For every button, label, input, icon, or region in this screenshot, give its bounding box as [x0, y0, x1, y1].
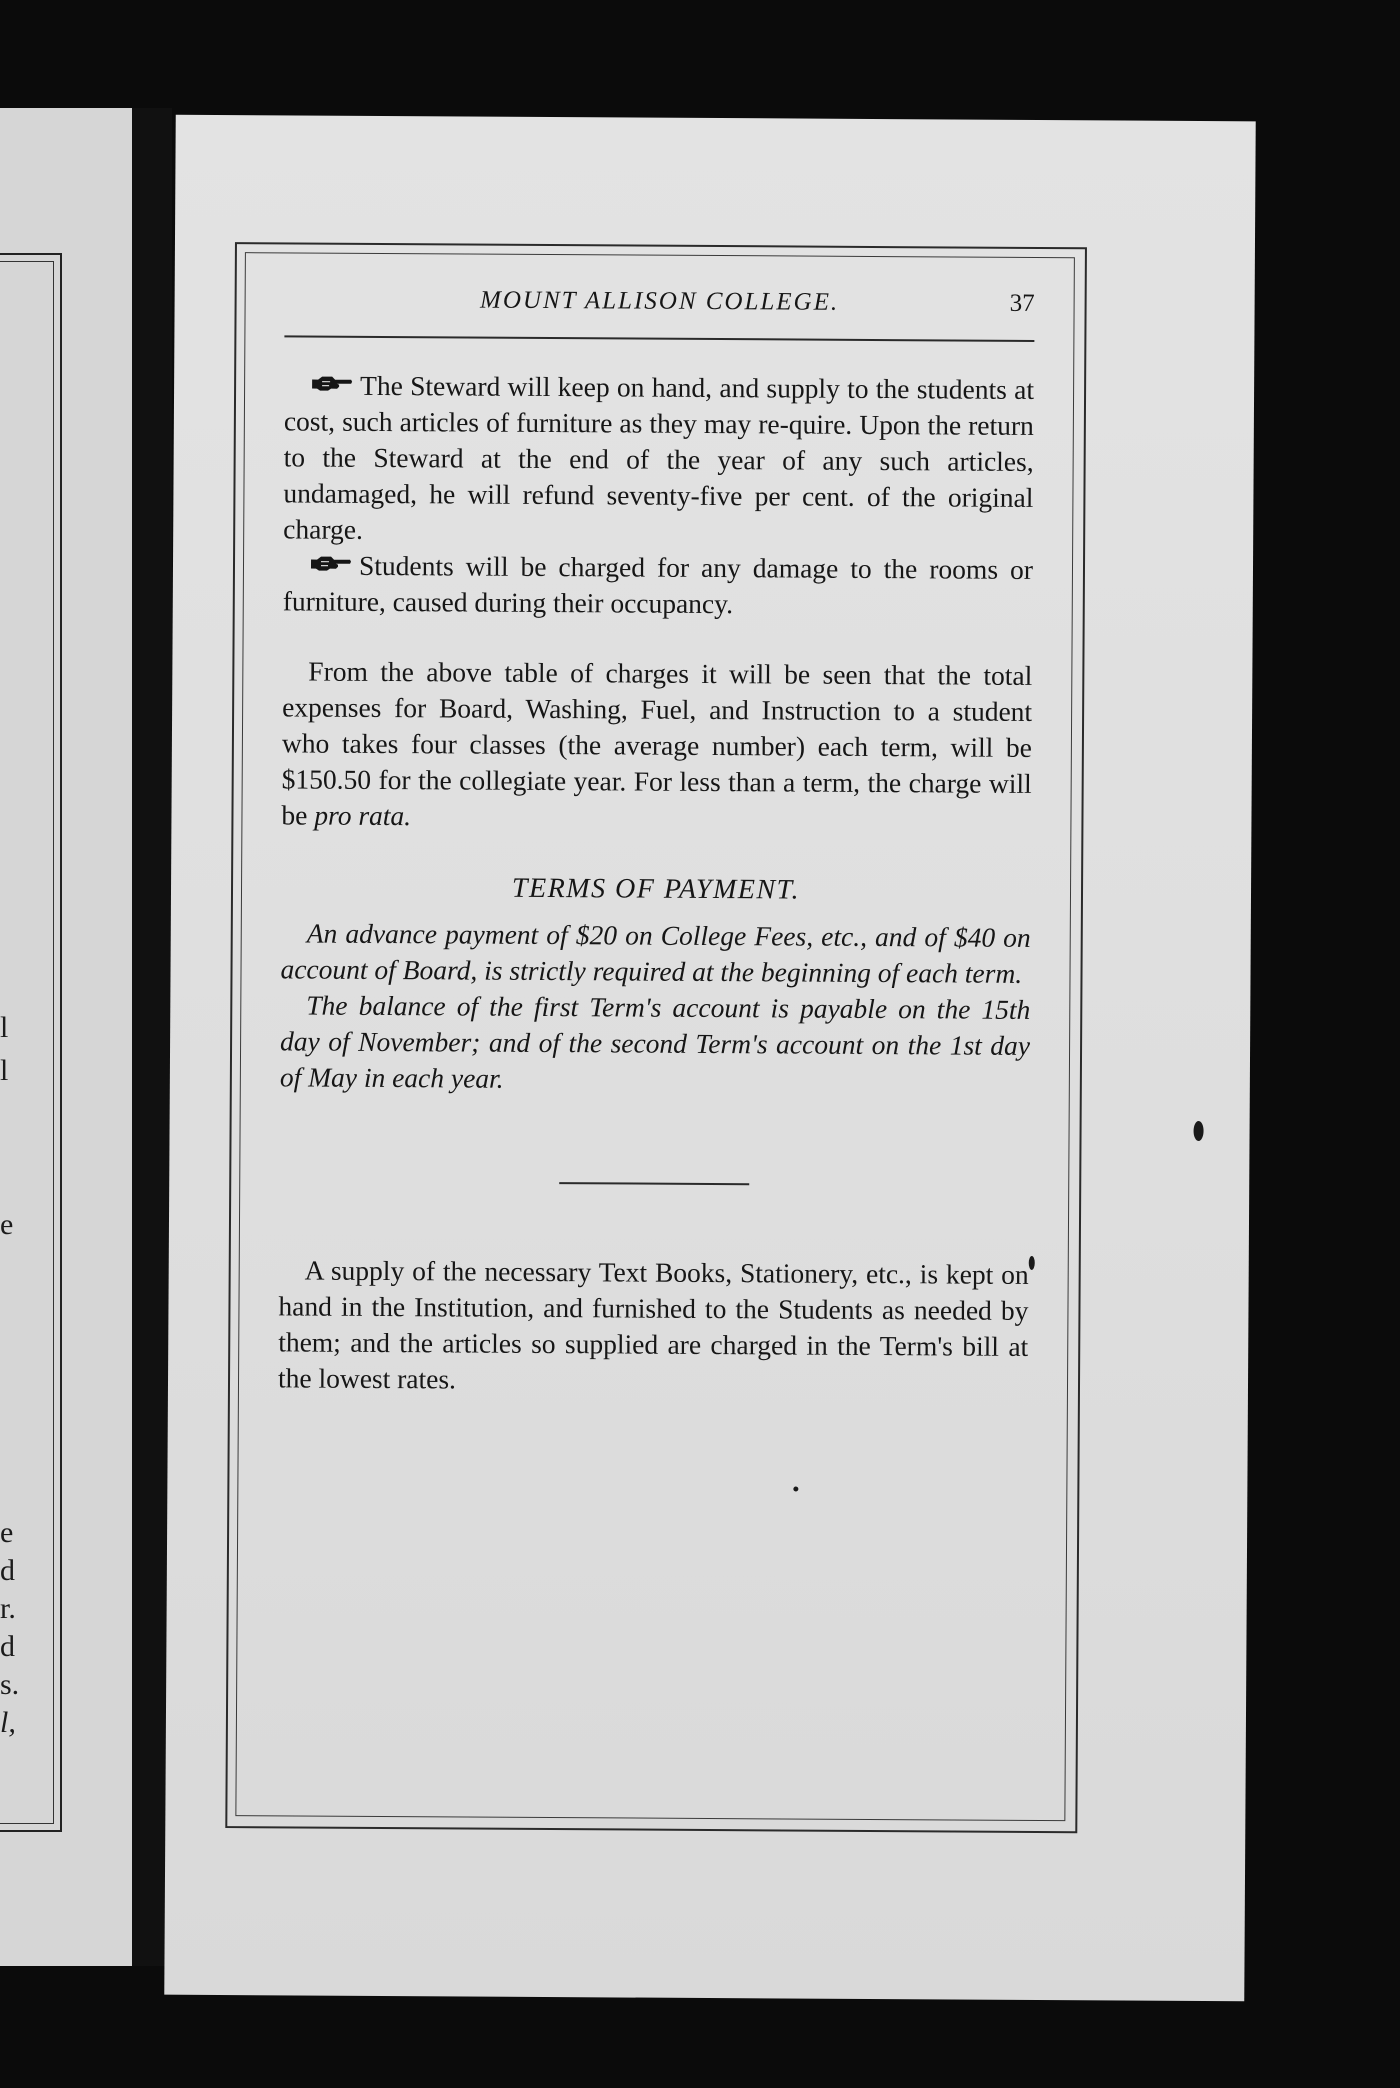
charges-text: From the above table of charges it will be seen that the total expenses for Board, Washing, Fuel, and Instruction to a student who takes four classes (the average number) each term, will be $150.50 for the collegiate year. For less than a term, the charge will be: [281, 655, 1033, 831]
page-content: [278, 285, 1035, 1401]
left-page-text-fragment: e: [0, 1208, 14, 1241]
damage-paragraph: [283, 547, 1033, 624]
pointing-hand-icon: [309, 555, 353, 573]
left-page-text-fragment: d: [0, 1630, 15, 1663]
supply-paragraph: A supply of the necessary Text Books, Stationery, etc., is kept on hand in the Institution, and furnished to the Students as needed by them; and the articles so supplied are charged in the Term's bill at the lowest rates.: [277, 1254, 1029, 1395]
left-page-text-fragment: l,: [0, 1706, 16, 1739]
left-page-text-fragment: l: [0, 1054, 9, 1087]
running-head-rule: [284, 335, 1034, 342]
charges-paragraph: [281, 653, 1032, 838]
pointing-hand-icon: [310, 375, 354, 393]
steward-paragraph: [283, 367, 1034, 552]
previous-page-fragment: [0, 108, 132, 1966]
left-page-text-fragment: l: [0, 1011, 9, 1044]
steward-text: The Steward will keep on hand, and supply to the students at cost, such articles of furniture as they may re-quire. Upon the return to the Steward at the end of the year of any such articles, undamaged, he will refund seventy-five per cent. of the original charge.: [283, 369, 1035, 545]
advance-payment-paragraph: An advance payment of $20 on College Fees, etc., and of $40 on account of Board, is strictly required at the beginning of each term.: [280, 917, 1031, 989]
book-page: [164, 115, 1255, 2002]
left-page-text-fragment: d: [0, 1554, 15, 1587]
ink-speck: [1029, 1256, 1035, 1270]
left-page-text-fragment: r.: [0, 1592, 16, 1625]
ink-speck: [1194, 1121, 1204, 1141]
balance-paragraph: The balance of the first Term's account is payable on the 15th day of November; and of the second Term's account on the 1st day of May in each year.: [279, 989, 1031, 1094]
left-page-text-fragment: s.: [0, 1668, 20, 1701]
pro-rata-text: pro rata.: [314, 799, 412, 832]
left-page-text-fragment: e: [0, 1516, 14, 1549]
running-head: [284, 285, 1034, 334]
terms-of-payment-heading: TERMS OF PAYMENT.: [511, 872, 801, 906]
page-number: 37: [1009, 289, 1035, 317]
section-divider-rule: [559, 1182, 749, 1185]
ink-speck: [793, 1487, 798, 1492]
damage-text: Students will be charged for any damage to the rooms or furniture, caused during their occupancy.: [282, 549, 1034, 620]
running-head-title: MOUNT ALLISON COLLEGE.: [479, 286, 840, 316]
